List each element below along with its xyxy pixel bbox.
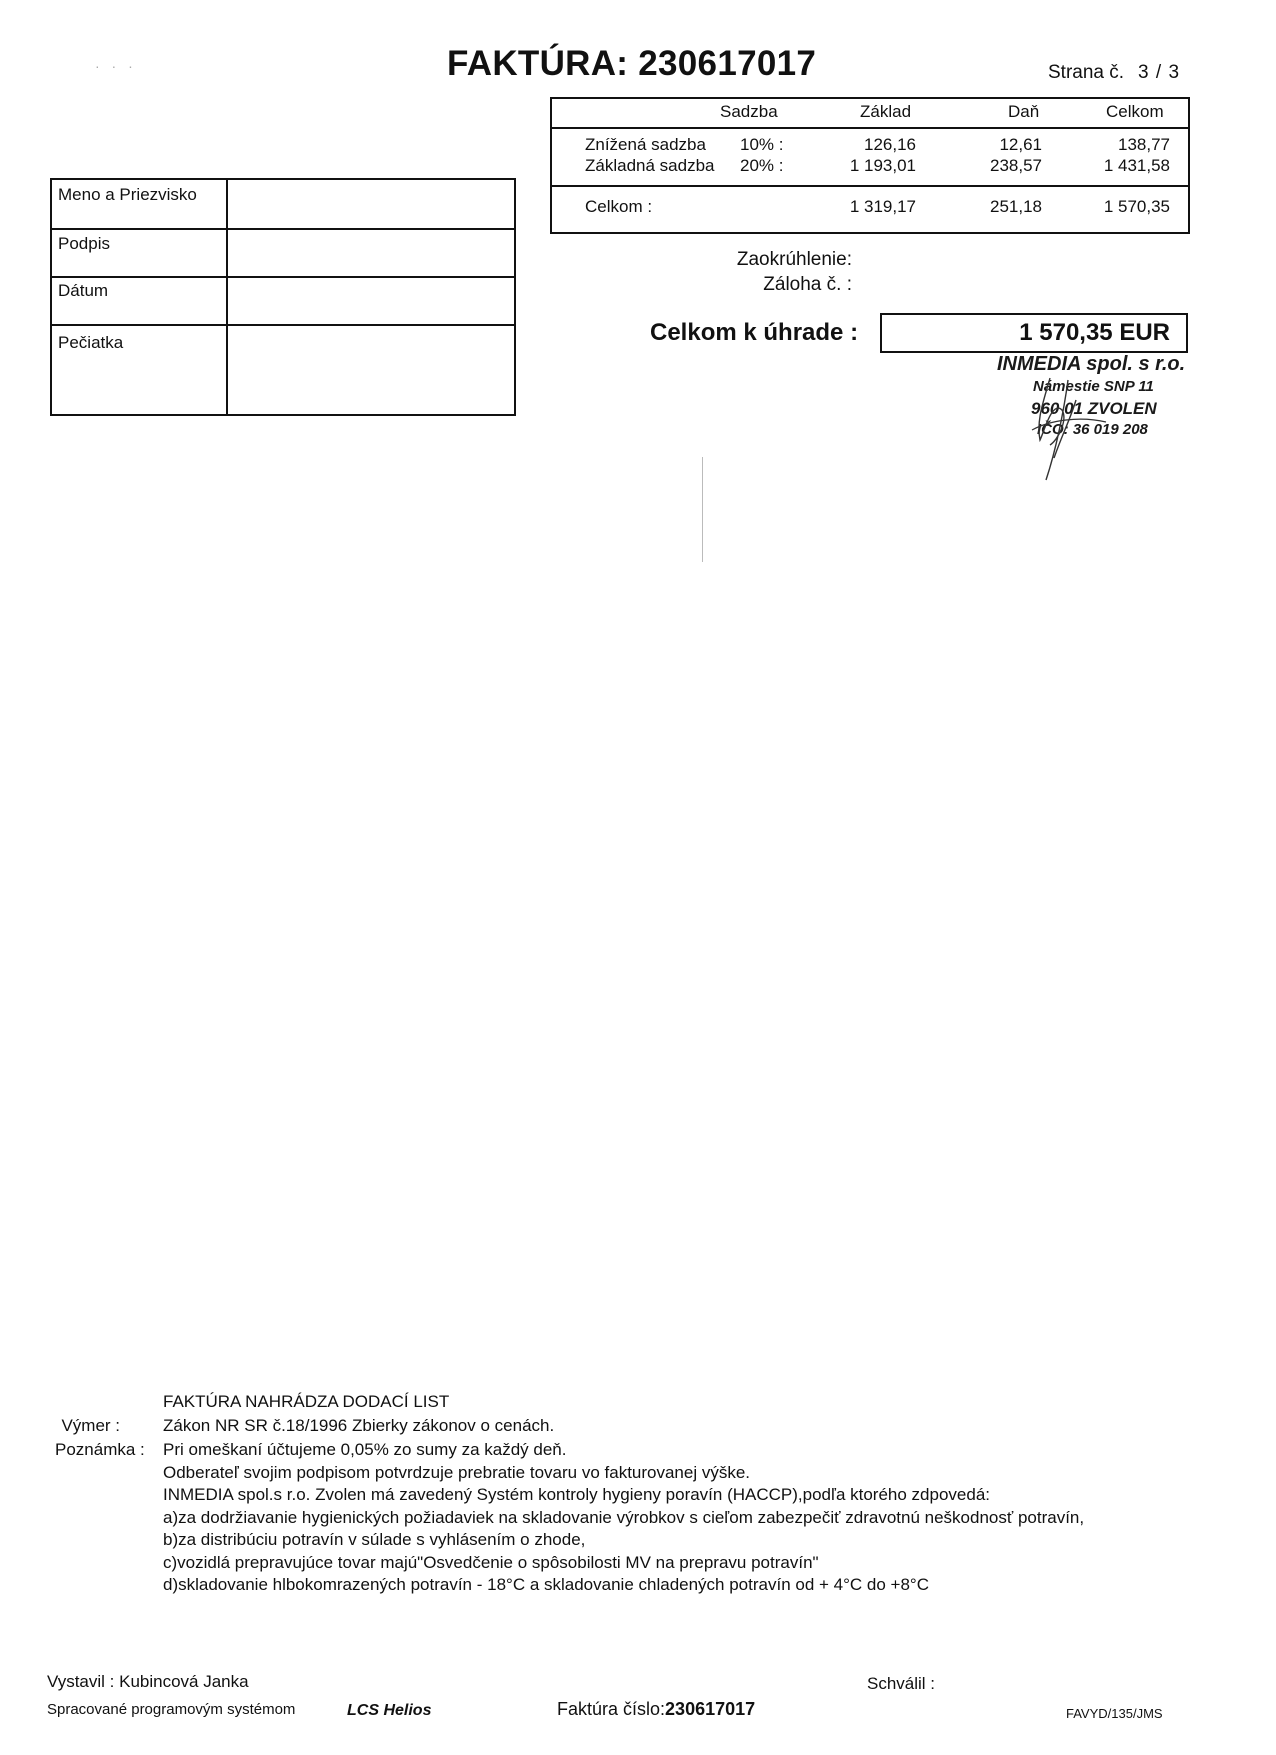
processed-by: Spracované programovým systémom	[47, 1701, 296, 1718]
row-label: Základná sadzba	[585, 156, 715, 175]
note-line: c)vozidlá prepravujúce tovar majú"Osvedčenie o spôsobilosti MV na prepravu potravín"	[163, 1553, 819, 1572]
scan-artifact: · · ·	[95, 58, 137, 74]
sum-tax: 251,18	[990, 197, 1042, 216]
stamp-company: INMEDIA spol. s r.o.	[997, 353, 1186, 375]
row-total: 1 431,58	[1103, 156, 1170, 175]
grid-divider	[52, 276, 514, 278]
signature-grid	[50, 178, 516, 416]
note-line: d)skladovanie hlbokomrazených potravín - 18°C a skladovanie chladených potravín od + 4°C do +8°C	[163, 1575, 930, 1594]
note-line: b)za distribúciu potravín v súlade s vyhlásením o zhode,	[163, 1530, 586, 1549]
table-divider	[552, 127, 1188, 129]
row-base: 126,16	[864, 135, 916, 154]
invoice-reference-number: 230617017	[665, 1699, 756, 1719]
note-line: Odberateľ svojim podpisom potvrdzuje prebratie tovaru vo fakturovanej výške.	[163, 1463, 751, 1482]
notes-heading: FAKTÚRA NAHRÁDZA DODACÍ LIST	[163, 1392, 450, 1411]
row-label: Znížená sadzba	[585, 135, 706, 154]
deposit-label: Záloha č. :	[763, 274, 852, 295]
grid-divider	[52, 324, 514, 326]
total-due-label: Celkom k úhrade :	[650, 319, 859, 346]
header-rate: Sadzba	[720, 102, 778, 121]
grid-divider	[52, 228, 514, 230]
total-due-value: 1 570,35 EUR	[1019, 319, 1170, 346]
name-label: Meno a Priezvisko	[58, 185, 197, 204]
handwritten-signature	[1010, 370, 1130, 490]
row-base: 1 193,01	[849, 156, 916, 175]
note-line: INMEDIA spol.s r.o. Zvolen má zavedený Systém kontroly hygieny poravín (HACCP),podľa ktorého zdpovedá:	[163, 1485, 991, 1504]
vymer-value: Zákon NR SR č.18/1996 Zbierky zákonov o cenách.	[163, 1416, 555, 1435]
poznamka-key: Poznámka :	[55, 1440, 145, 1459]
form-code: FAVYD/135/JMS	[1066, 1706, 1163, 1721]
system-name: LCS Helios	[347, 1702, 432, 1719]
vat-summary-table	[550, 97, 1190, 234]
sum-label: Celkom :	[585, 197, 653, 216]
approved-by: Schválil :	[867, 1674, 936, 1693]
stamp-street: Námestie SNP 11	[1033, 378, 1154, 395]
scan-artifact-line	[702, 457, 703, 562]
date-label: Dátum	[58, 281, 109, 300]
stamp-label: Pečiatka	[58, 333, 124, 352]
note-line: Pri omeškaní účtujeme 0,05% zo sumy za každý deň.	[163, 1440, 567, 1459]
row-rate: 20% :	[740, 156, 784, 175]
row-rate: 10% :	[740, 135, 784, 154]
invoice-reference	[557, 1699, 755, 1720]
page-label: Strana č.	[1048, 62, 1125, 83]
rounding-label: Zaokrúhlenie:	[736, 249, 852, 270]
header-tax: Daň	[1008, 102, 1040, 121]
invoice-reference-label: Faktúra číslo:	[557, 1699, 666, 1719]
invoice-title-label: FAKTÚRA:	[447, 44, 629, 83]
sum-total: 1 570,35	[1103, 197, 1170, 216]
page-number	[1048, 62, 1180, 84]
total-due-box	[880, 313, 1188, 353]
stamp-ico: IČO: 36 019 208	[1037, 421, 1148, 438]
issued-by: Vystavil : Kubincová Janka	[47, 1672, 249, 1691]
vymer-key: Výmer :	[61, 1416, 120, 1435]
page-value: 3 / 3	[1138, 62, 1181, 83]
header-total: Celkom	[1106, 102, 1164, 121]
note-line: a)za dodržiavanie hygienických požiadaviek na skladovanie výrobkov s cieľom zabezpečiť zdravotnú neškodnosť potravín,	[163, 1508, 1085, 1527]
sum-base: 1 319,17	[849, 197, 916, 216]
grid-divider	[226, 180, 228, 414]
stamp-city: 960 01 ZVOLEN	[1031, 399, 1157, 418]
header-base: Základ	[860, 102, 912, 121]
invoice-number: 230617017	[638, 44, 817, 83]
signature-label: Podpis	[58, 234, 110, 253]
row-tax: 238,57	[990, 156, 1042, 175]
row-total: 138,77	[1118, 135, 1170, 154]
invoice-title	[447, 44, 816, 84]
row-tax: 12,61	[999, 135, 1042, 154]
table-divider	[552, 185, 1188, 187]
